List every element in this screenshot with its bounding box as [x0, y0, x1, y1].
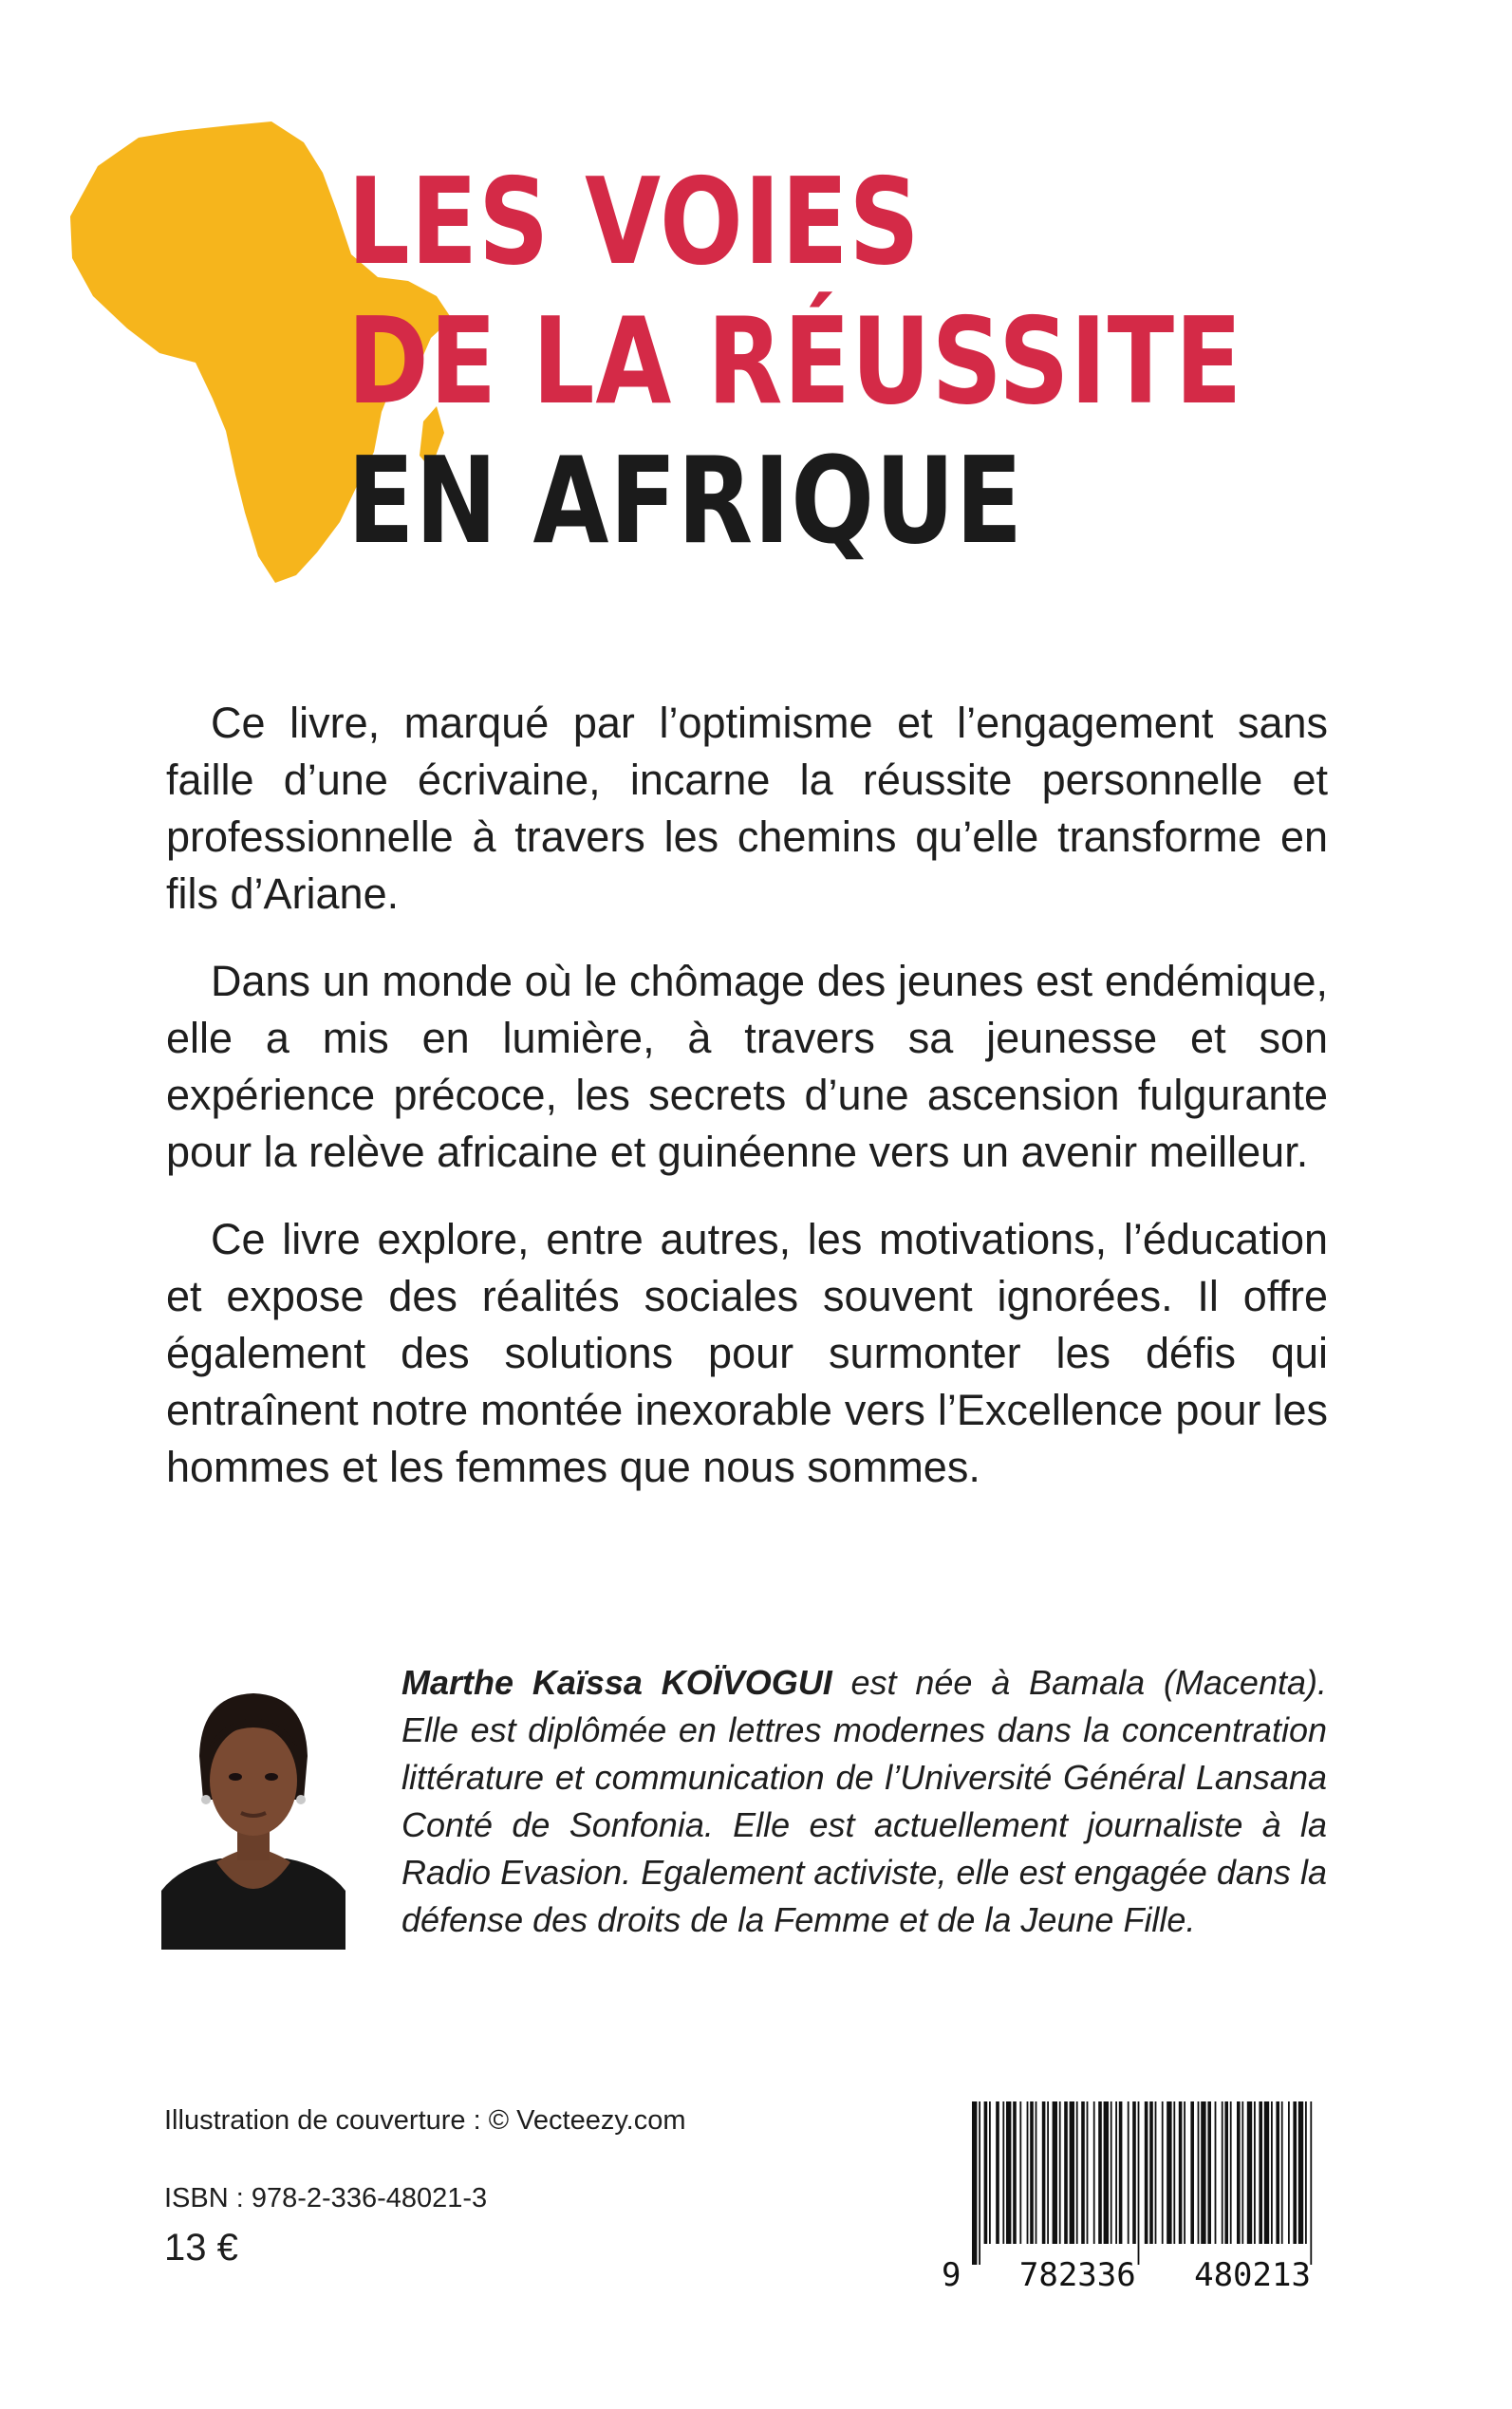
barcode-bar: [1128, 2101, 1129, 2244]
barcode-bar: [1138, 2101, 1140, 2265]
barcode-bar: [1224, 2101, 1228, 2244]
barcode-bar: [1155, 2101, 1157, 2244]
barcode-bar: [1132, 2101, 1136, 2244]
barcode-bar: [1247, 2101, 1252, 2244]
barcode-bar: [1149, 2101, 1153, 2244]
barcode-bar: [1019, 2101, 1021, 2244]
barcode-bar: [996, 2101, 999, 2244]
title-line-2: DE LA RÉUSSITE: [347, 291, 1243, 431]
barcode-bar: [1288, 2101, 1290, 2244]
barcode-bar: [1259, 2101, 1262, 2244]
price: 13 €: [164, 2227, 238, 2269]
author-bio: [401, 1659, 1327, 1944]
barcode-bar: [1013, 2101, 1017, 2244]
illustration-credit: Illustration de couverture : © Vecteezy.com: [164, 2105, 686, 2136]
barcode-bar: [1167, 2101, 1171, 2244]
blurb-paragraph: Ce livre explore, entre autres, les motivations, l’éducation et expose des réalités sociales souvent ignorées. Il offre également des solutions pour surmonter les défis qui entraînent notre montée inexorable vers l’Excellence pour les hommes et les femmes que nous sommes.: [166, 1215, 1328, 1491]
barcode-bar: [1254, 2101, 1256, 2244]
barcode-bar: [972, 2101, 977, 2265]
barcode-bar: [1162, 2101, 1164, 2244]
barcode-bar: [1310, 2101, 1312, 2265]
author-photo: [161, 1690, 345, 1950]
barcode-bar: [1271, 2101, 1273, 2244]
author-bio-text: est née à Bamala (Macenta). Elle est diplômée en lettres modernes dans la concentration littérature et communication de l’Université Général Lansana Conté de Sonfonia. Elle est actuellement journaliste à la Radio Evasion. Egalement activiste, elle est engagée dans la défense des droits de la Femme et de la Jeune Fille.: [401, 1663, 1327, 1939]
barcode-bar: [1070, 2101, 1074, 2244]
barcode-bar: [1237, 2101, 1241, 2244]
barcode-bar: [1281, 2101, 1283, 2244]
isbn: ISBN : 978-2-336-48021-3: [164, 2183, 488, 2213]
title-line-3: EN AFRIQUE: [347, 431, 1024, 570]
barcode-bar: [1093, 2101, 1095, 2244]
barcode-bar: [1006, 2101, 1011, 2244]
barcode-bar: [1179, 2101, 1183, 2244]
barcode-bar: [1230, 2101, 1232, 2244]
barcode-bar: [1104, 2101, 1109, 2244]
barcode-bar: [1030, 2101, 1034, 2244]
blurb-paragraph: Dans un monde où le chômage des jeunes est endémique, elle a mis en lumière, à travers sa jeunesse et son expérience précoce, les secrets d’une ascension fulgurante pour la relève africaine et guinéenne vers un avenir meilleur.: [166, 957, 1328, 1176]
author-name: Marthe Kaïssa KOÏVOGUI: [401, 1663, 832, 1702]
barcode-bar: [1047, 2101, 1049, 2244]
barcode-bar: [1059, 2101, 1061, 2244]
barcode-bar: [1064, 2101, 1068, 2244]
barcode-bar: [979, 2101, 980, 2265]
book-blurb: [166, 695, 1328, 1526]
barcode-bar: [1098, 2101, 1102, 2244]
barcode-bar: [1042, 2101, 1046, 2244]
barcode-bar: [1002, 2101, 1004, 2244]
barcode-bar: [1190, 2101, 1194, 2244]
barcode-bar: [1053, 2101, 1057, 2244]
barcode-bar: [1081, 2101, 1085, 2244]
barcode-bar: [1027, 2101, 1029, 2244]
barcode-bar: [1087, 2101, 1089, 2244]
book-title: [347, 152, 1439, 570]
barcode-bar: [1119, 2101, 1123, 2244]
barcode-bars: [972, 2101, 1312, 2265]
barcode-bar: [1184, 2101, 1185, 2244]
barcode: [942, 2101, 1321, 2291]
barcode-bar: [1076, 2101, 1078, 2244]
blurb-paragraph: Ce livre, marqué par l’optimisme et l’engagement sans faille d’une écrivaine, incarne la réussite personnelle et professionnelle à travers les chemins qu’elle transforme en fils d’Ariane.: [166, 699, 1328, 918]
barcode-bar: [1207, 2101, 1211, 2244]
barcode-bar: [1145, 2101, 1148, 2244]
barcode-bar: [1241, 2101, 1243, 2244]
barcode-bar: [1276, 2101, 1279, 2244]
barcode-bar: [1173, 2101, 1175, 2244]
barcode-bar: [1264, 2101, 1269, 2244]
barcode-bar: [1305, 2101, 1307, 2244]
barcode-bar: [1293, 2101, 1297, 2244]
barcode-bar: [984, 2101, 988, 2244]
barcode-bar: [1298, 2101, 1303, 2244]
barcode-digits: 9 782336 480213: [942, 2256, 1311, 2291]
barcode-bar: [1198, 2101, 1200, 2244]
barcode-bar: [1201, 2101, 1205, 2244]
title-line-1: LES VOIES: [347, 152, 921, 291]
barcode-bar: [1036, 2101, 1037, 2244]
barcode-bar: [1222, 2101, 1223, 2244]
barcode-bar: [1215, 2101, 1217, 2244]
barcode-bar: [1115, 2101, 1117, 2244]
barcode-bar: [989, 2101, 991, 2244]
barcode-bar: [1111, 2101, 1112, 2244]
